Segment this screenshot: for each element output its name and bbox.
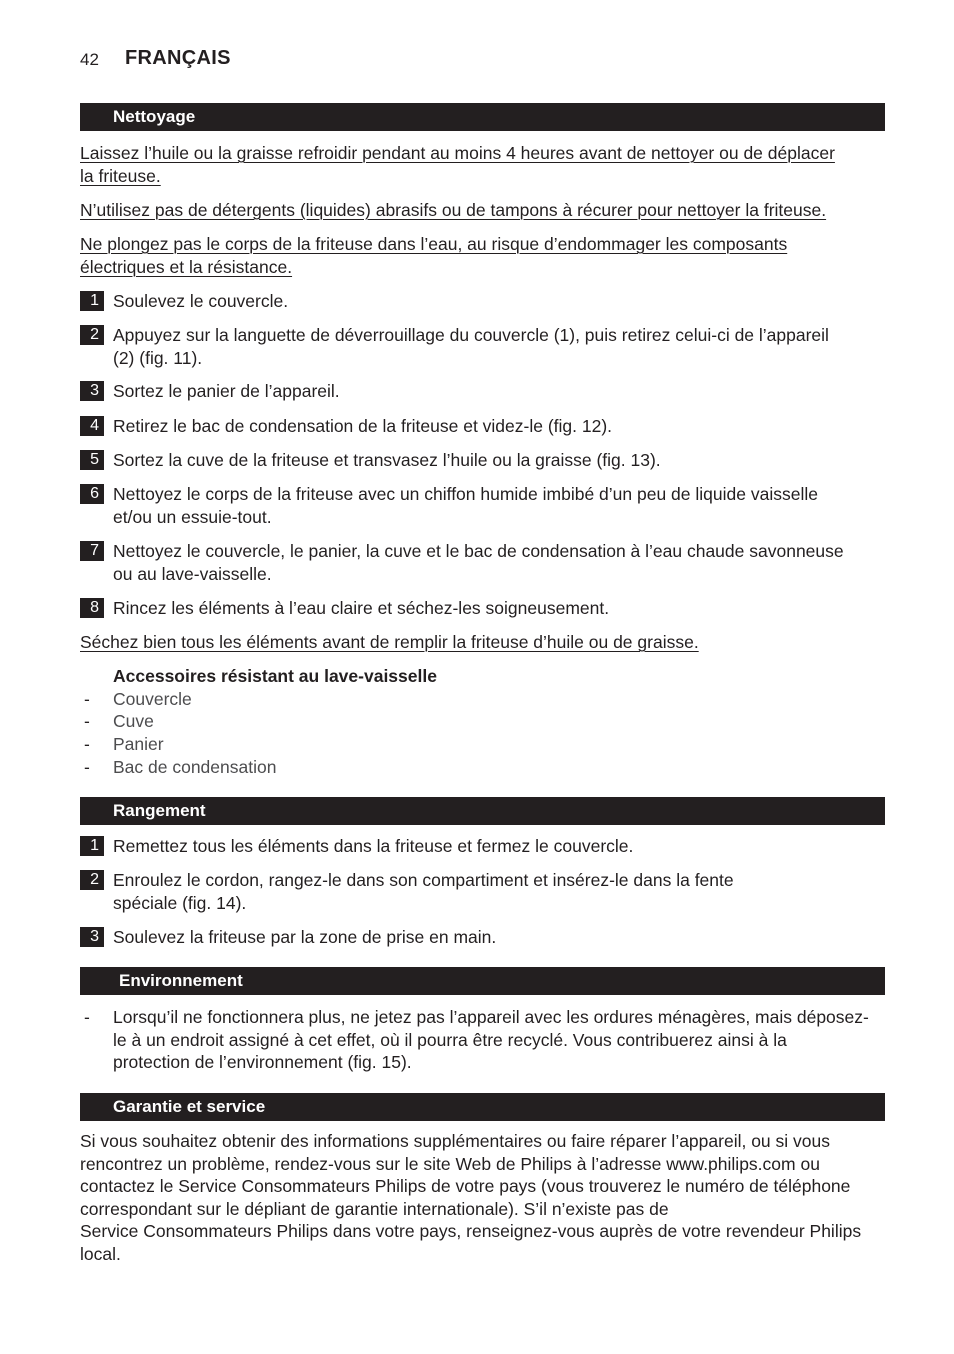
environment-text: Lorsqu’il ne fonctionnera plus, ne jetez pas l’appareil avec les ordures ménagères, mais déposez- le à un endroit assigné à cet effet, où il pourra être recyclé. Vous contribuerez ainsi à la protection de l’environnement (fig. 15). <box>113 1007 869 1072</box>
step-number: 5 <box>80 450 104 470</box>
accessory-item: Cuve <box>113 711 154 731</box>
step-number: 2 <box>80 325 104 345</box>
section-bar-nettoyage <box>80 103 885 131</box>
section-title: Rangement <box>113 801 206 820</box>
step-text: Enroulez le cordon, rangez-le dans son compartiment et insérez-le dans la fente spéciale (fig. 14). <box>113 870 734 913</box>
dash: - <box>84 711 90 731</box>
step-number: 3 <box>80 381 104 401</box>
step-text: Remettez tous les éléments dans la friteuse et fermez le couvercle. <box>113 836 634 856</box>
accessories-title: Accessoires résistant au lave-vaisselle <box>113 666 437 686</box>
warning-line: Laissez l’huile ou la graisse refroidir pendant au moins 4 heures avant de nettoyer ou de déplacer <box>80 143 835 163</box>
step-number: 6 <box>80 484 104 504</box>
step-text: Appuyez sur la languette de déverrouillage du couvercle (1), puis retirez celui-ci de l’appareil (2) (fig. 11). <box>113 325 829 368</box>
section-title: Environnement <box>119 971 243 990</box>
accessory-item: Panier <box>113 734 164 754</box>
dash: - <box>84 757 90 777</box>
warning-line: Ne plongez pas le corps de la friteuse dans l’eau, au risque d’endommager les composants <box>80 234 788 254</box>
accessory-item: Bac de condensation <box>113 757 277 777</box>
step-number: 1 <box>80 291 104 311</box>
dash: - <box>84 689 90 709</box>
warning-1 <box>80 142 886 187</box>
philips-website-link[interactable]: www.philips.com <box>666 1153 796 1174</box>
section-title: Nettoyage <box>113 107 196 126</box>
accessory-item: Couvercle <box>113 689 192 709</box>
section-title: Garantie et service <box>113 1097 266 1116</box>
step-text: Rincez les éléments à l’eau claire et séchez-les soigneusement. <box>113 598 610 618</box>
section-bar-rangement <box>80 797 885 825</box>
dash: - <box>84 1007 90 1027</box>
step-text: Nettoyez le couvercle, le panier, la cuve et le bac de condensation à l’eau chaude savonneuse ou au lave-vaisselle. <box>113 541 844 584</box>
section-bar-garantie <box>80 1093 885 1121</box>
step-text: Retirez le bac de condensation de la friteuse et videz-le (fig. 12). <box>113 416 613 436</box>
warranty-paragraph: Si vous souhaitez obtenir des informations supplémentaires ou faire réparer l’appareil, ou si vous rencontrez un problème, rendez-vous sur le site Web de Philips à l’adresse www.philips.com ou contactez le Service Consommateurs Philips de votre pays (vous trouverez le numéro de téléphone correspondant sur le dépliant de garantie internationale). S’il n’existe pas de Service Consommateurs Philips dans votre pays, renseignez-vous auprès de votre revendeur Philips local. <box>80 1131 862 1264</box>
warning-line: électriques et la résistance. <box>80 256 293 277</box>
section-bar-environnement <box>80 967 885 995</box>
step-text: Soulevez le couvercle. <box>113 291 289 311</box>
step-text: Soulevez la friteuse par la zone de prise en main. <box>113 927 497 947</box>
warning-3 <box>80 233 886 278</box>
warning-2 <box>80 199 886 222</box>
step-text: Sortez la cuve de la friteuse et transvasez l’huile ou la graisse (fig. 13). <box>113 450 661 470</box>
step-number: 1 <box>80 836 104 856</box>
step-text: Sortez le panier de l’appareil. <box>113 381 340 401</box>
step-number: 2 <box>80 870 104 890</box>
final-warning: Séchez bien tous les éléments avant de remplir la friteuse d’huile ou de graisse. <box>80 632 699 652</box>
language-heading: FRANÇAIS <box>125 47 231 69</box>
warning-line: la friteuse. <box>80 165 161 186</box>
step-number: 3 <box>80 927 104 947</box>
dash: - <box>84 734 90 754</box>
step-number: 8 <box>80 598 104 618</box>
warning-line: N’utilisez pas de détergents (liquides) abrasifs ou de tampons à récurer pour nettoyer la friteuse. <box>80 200 827 220</box>
step-number: 7 <box>80 541 104 561</box>
page-number: 42 <box>80 50 99 69</box>
step-text: Nettoyez le corps de la friteuse avec un chiffon humide imbibé d’un peu de liquide vaisselle et/ou un essuie-tout. <box>113 484 818 527</box>
step-number: 4 <box>80 416 104 436</box>
